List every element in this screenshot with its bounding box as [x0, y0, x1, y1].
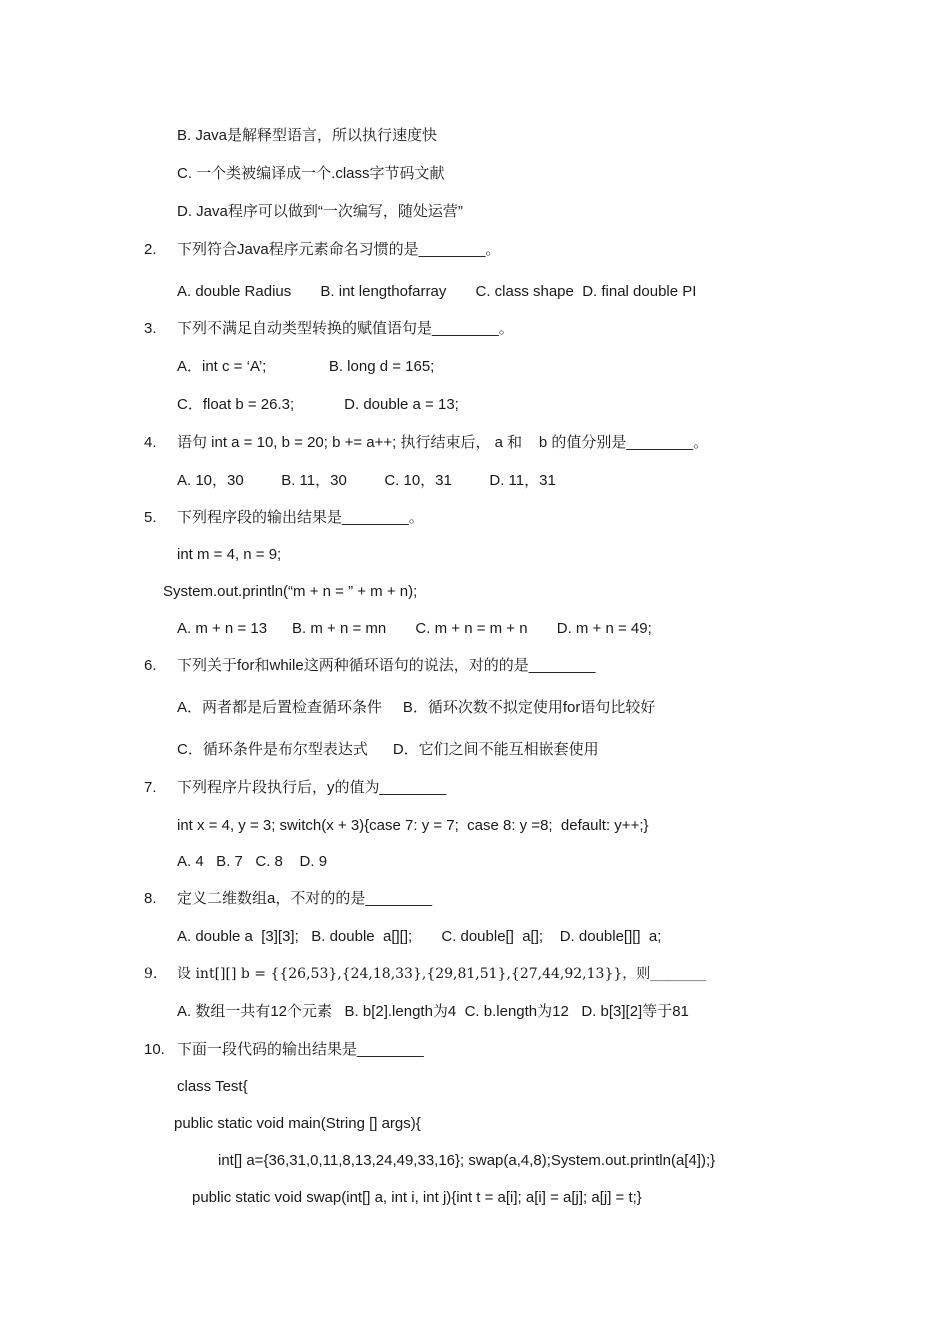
question-number: 6. — [144, 657, 157, 674]
question-number: 4. — [144, 434, 157, 451]
code-line: System.out.println(“m + n = ” + m + n); — [163, 583, 418, 600]
question-options: A. double a [3][3]; B. double a[][]; C. double[] a[]; D. double[][] a; — [177, 928, 662, 945]
question-number: 8. — [144, 890, 157, 907]
question-options: C．循环条件是布尔型表达式 D．它们之间不能互相嵌套使用 — [177, 741, 599, 758]
question-stem: 下列程序段的输出结果是________。 — [177, 509, 424, 526]
q1-option-c: C. 一个类被编译成一个.class字节码文献 — [177, 165, 445, 182]
question-number: 9. — [144, 966, 158, 982]
code-line: public static void main(String [] args){ — [174, 1115, 421, 1132]
question-number: 5. — [144, 509, 157, 526]
question-number: 10. — [144, 1041, 165, 1058]
code-line: public static void swap(int[] a, int i, int j){int t = a[i]; a[i] = a[j]; a[j] = t;} — [192, 1189, 642, 1206]
code-line: int x = 4, y = 3; switch(x + 3){case 7: y = 7; case 8: y =8; default: y++;} — [177, 817, 649, 834]
question-options: A. double Radius B. int lengthofarray C. class shape D. final double PI — [177, 283, 697, 300]
question-number: 7. — [144, 779, 157, 796]
question-stem: 下面一段代码的输出结果是________ — [177, 1041, 424, 1058]
question-stem: 下列符合Java程序元素命名习惯的是________。 — [177, 241, 501, 258]
question-number: 3. — [144, 320, 157, 337]
question-options: A. 数组一共有12个元素 B. b[2].length为4 C. b.length为12 D. b[3][2]等于81 — [177, 1003, 689, 1020]
code-line: int m = 4, n = 9; — [177, 546, 282, 563]
question-options: A. m + n = 13 B. m + n = mn C. m + n = m + n D. m + n = 49; — [177, 620, 652, 637]
question-stem: 语句 int a = 10, b = 20; b += a++; 执行结束后， a 和 b 的值分别是________。 — [177, 434, 709, 451]
question-stem: 下列程序片段执行后，y的值为________ — [177, 779, 447, 796]
question-options: A. 10，30 B. 11，30 C. 10，31 D. 11，31 — [177, 472, 556, 489]
question-stem: 定义二维数组a，不对的的是________ — [177, 890, 433, 907]
question-number: 2. — [144, 241, 157, 258]
question-options: A. 4 B. 7 C. 8 D. 9 — [177, 853, 328, 870]
code-line: class Test{ — [177, 1078, 248, 1095]
question-stem: 设 int[][] b = {{26,53},{24,18,33},{29,81,51},{27,44,92,13}}，则________ — [177, 966, 707, 982]
q1-option-d: D. Java程序可以做到“一次编写，随处运营” — [177, 203, 463, 220]
question-options: A．两者都是后置检查循环条件 B．循环次数不拟定使用for语句比较好 — [177, 699, 656, 716]
question-options: A．int c = ‘A’; B. long d = 165; — [177, 358, 435, 375]
question-stem: 下列关于for和while这两种循环语句的说法，对的的是________ — [177, 657, 596, 674]
question-stem: 下列不满足自动类型转换的赋值语句是________。 — [177, 320, 514, 337]
q1-option-b: B. Java是解释型语言，所以执行速度快 — [177, 127, 438, 144]
question-options: C．float b = 26.3; D. double a = 13; — [177, 396, 459, 413]
code-line: int[] a={36,31,0,11,8,13,24,49,33,16}; swap(a,4,8);System.out.println(a[4]);} — [218, 1152, 716, 1169]
